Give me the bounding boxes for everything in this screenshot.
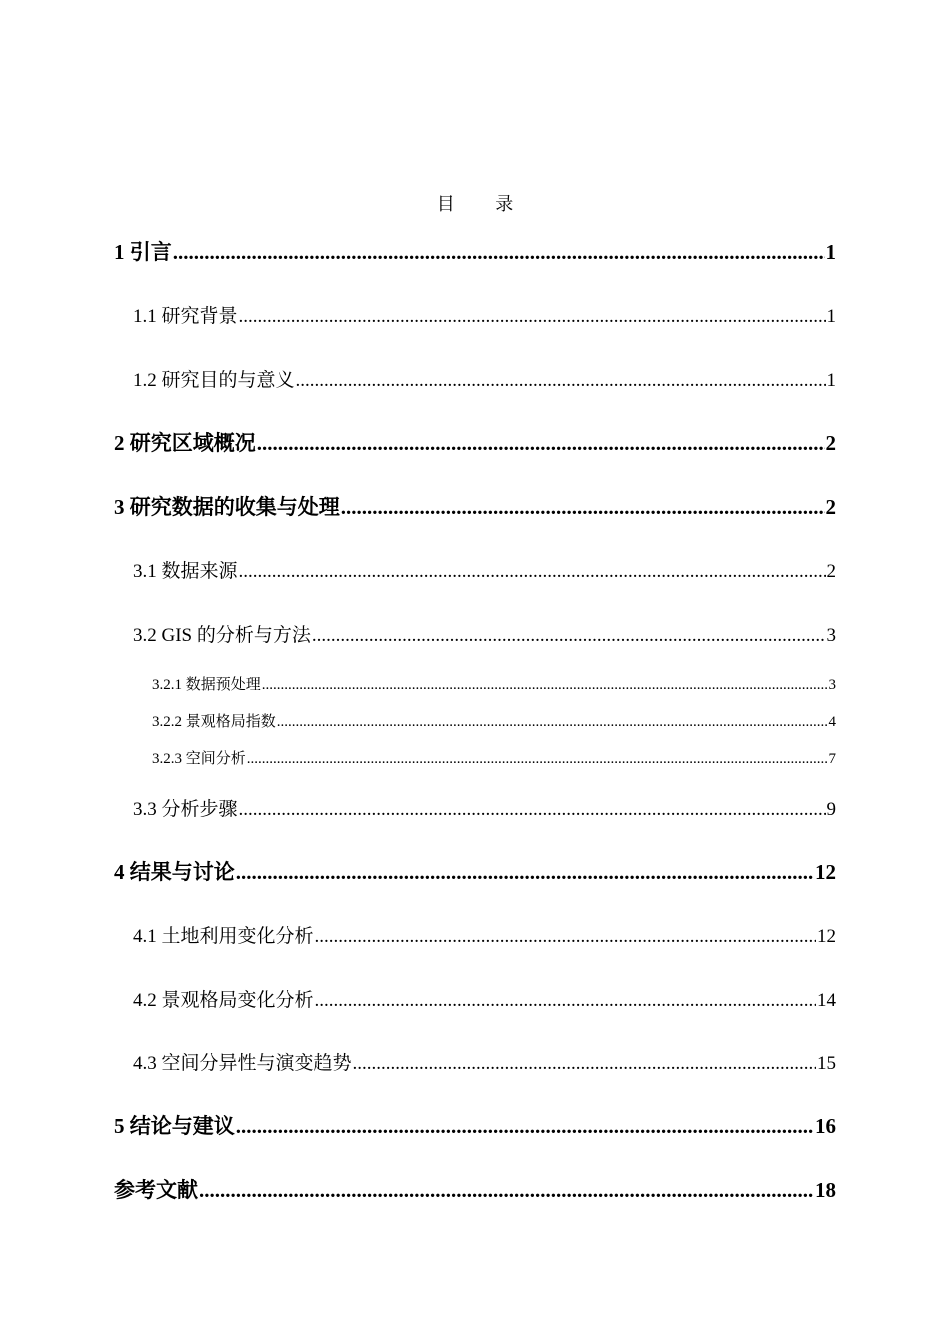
toc-entry-label: 3.2.1 数据预处理: [152, 677, 261, 693]
toc-entry-1-2[interactable]: [133, 365, 836, 391]
toc-entry-1[interactable]: [114, 236, 836, 264]
dot-leader: [312, 625, 826, 647]
toc-entry-page: 4: [828, 714, 836, 730]
toc-entry-2[interactable]: [114, 427, 836, 455]
toc-entry-1-1[interactable]: [133, 301, 836, 327]
toc-entry-page: 3: [826, 625, 836, 646]
toc-entry-3-2-1[interactable]: [152, 673, 836, 693]
toc-entry-5[interactable]: [114, 1110, 836, 1138]
toc-entry-page: 12: [815, 860, 836, 884]
toc-entry-label: 1 引言: [114, 240, 172, 264]
toc-entry-page: 7: [828, 751, 836, 767]
dot-leader: [239, 561, 826, 583]
dot-leader: [173, 240, 825, 265]
toc-entry-4[interactable]: [114, 856, 836, 884]
toc-entry-page: 1: [826, 306, 836, 327]
toc-entry-label: 3.2 GIS 的分析与方法: [133, 625, 311, 646]
dot-leader: [296, 370, 826, 392]
toc-entry-3[interactable]: [114, 491, 836, 519]
toc-entry-page: 16: [815, 1114, 836, 1138]
dot-leader: [341, 495, 825, 520]
dot-leader: [239, 799, 826, 821]
toc-entry-4-2[interactable]: [133, 985, 836, 1011]
toc-entry-3-2-3[interactable]: [152, 747, 836, 767]
toc-entry-page: 2: [826, 561, 836, 582]
dot-leader: [315, 926, 816, 948]
toc-entry-page: 9: [826, 799, 836, 820]
toc-entry-4-1[interactable]: [133, 921, 836, 947]
toc-entry-page: 3: [828, 677, 836, 693]
toc-entry-page: 12: [817, 926, 836, 947]
toc-entry-references[interactable]: [114, 1174, 836, 1202]
toc-entry-page: 2: [825, 431, 836, 455]
toc-entry-label: 3.1 数据来源: [133, 561, 238, 582]
toc-entry-page: 1: [826, 370, 836, 391]
dot-leader: [257, 431, 825, 456]
toc-entry-label: 4 结果与讨论: [114, 860, 235, 884]
toc-entry-label: 4.1 土地利用变化分析: [133, 926, 314, 947]
toc-entry-page: 15: [817, 1053, 836, 1074]
toc-entry-3-1[interactable]: [133, 556, 836, 582]
dot-leader: [247, 751, 828, 768]
toc-entry-label: 4.2 景观格局变化分析: [133, 990, 314, 1011]
toc-entry-label: 3.3 分析步骤: [133, 799, 238, 820]
toc-entry-page: 18: [815, 1178, 836, 1202]
toc-entry-page: 14: [817, 990, 836, 1011]
dot-leader: [353, 1053, 816, 1075]
toc-entry-4-3[interactable]: [133, 1048, 836, 1074]
toc-entry-label: 1.2 研究目的与意义: [133, 370, 295, 391]
toc-entry-label: 参考文献: [114, 1178, 198, 1202]
dot-leader: [277, 714, 828, 731]
toc-entry-label: 3 研究数据的收集与处理: [114, 495, 340, 519]
toc-entry-label: 1.1 研究背景: [133, 306, 238, 327]
toc-entry-3-2[interactable]: [133, 620, 836, 646]
dot-leader: [199, 1178, 814, 1203]
toc-entry-page: 1: [825, 240, 836, 264]
toc-title: 目 录: [436, 194, 532, 214]
toc-entry-label: 2 研究区域概况: [114, 431, 256, 455]
toc-entry-label: 3.2.2 景观格局指数: [152, 714, 276, 730]
toc-entry-page: 2: [825, 495, 836, 519]
dot-leader: [239, 306, 826, 328]
toc-entry-3-2-2[interactable]: [152, 710, 836, 730]
toc-entry-label: 5 结论与建议: [114, 1114, 235, 1138]
dot-leader: [236, 1114, 814, 1139]
dot-leader: [315, 990, 816, 1012]
toc-entry-label: 4.3 空间分异性与演变趋势: [133, 1053, 352, 1074]
toc-entry-label: 3.2.3 空间分析: [152, 751, 246, 767]
dot-leader: [236, 860, 814, 885]
toc-entry-3-3[interactable]: [133, 794, 836, 820]
dot-leader: [262, 677, 828, 694]
